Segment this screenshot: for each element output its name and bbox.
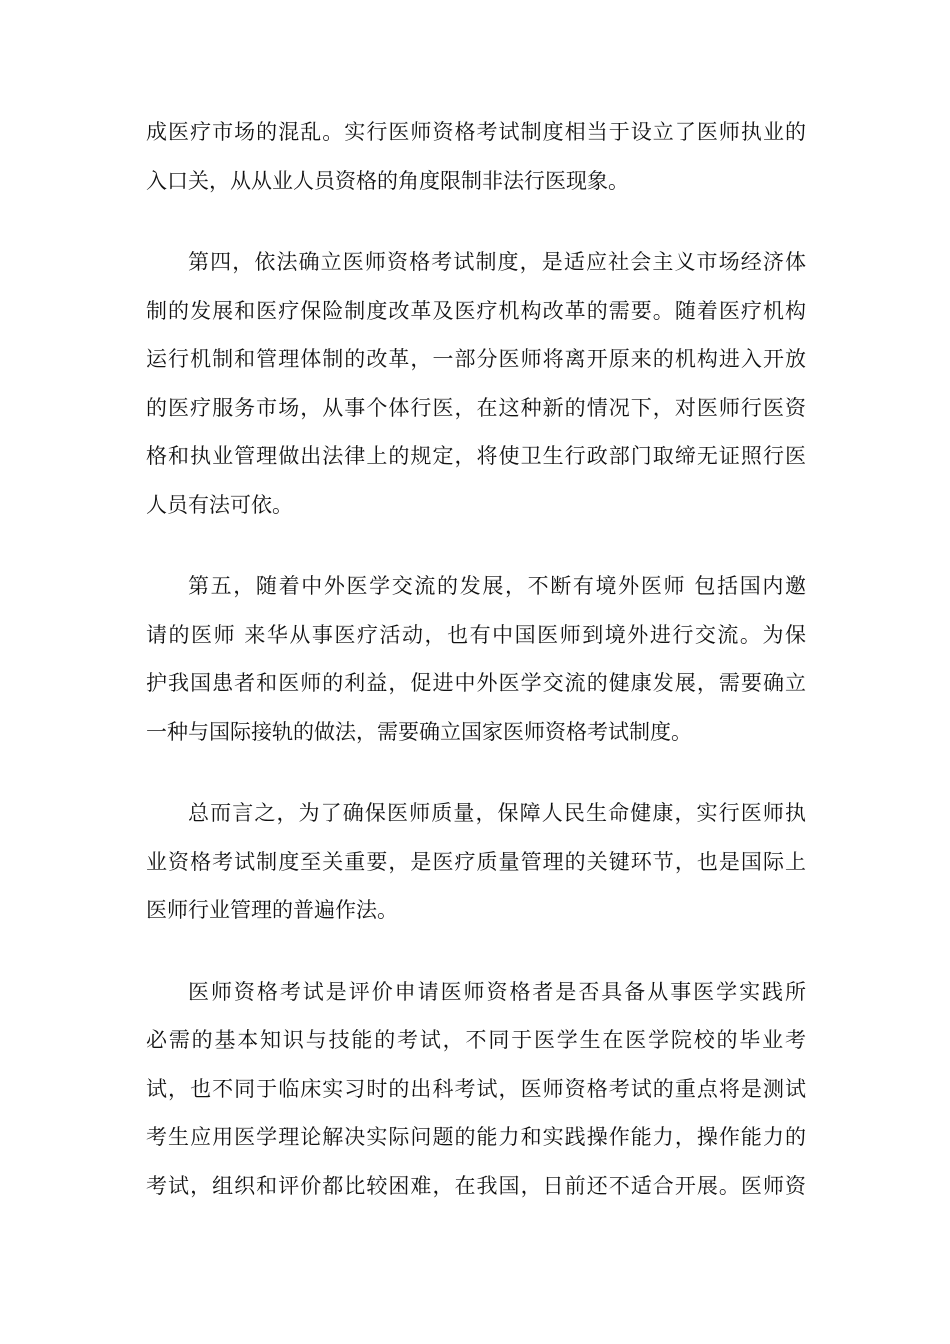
text-line: 一种与国际接轨的做法，需要确立国家医师资格考试制度。 bbox=[146, 719, 692, 744]
text-line: 必需的基本知识与技能的考试，不同于医学生在医学院校的毕业考 bbox=[146, 1028, 806, 1052]
text-line: 运行机制和管理体制的改革，一部分医师将离开原来的机构进入开放 bbox=[146, 347, 806, 371]
text-line: 第五，随着中外医学交流的发展，不断有境外医师 包括国内邀 bbox=[188, 574, 806, 598]
text-line: 考生应用医学理论解决实际问题的能力和实践操作能力，操作能力的 bbox=[146, 1125, 806, 1149]
text-line: 制的发展和医疗保险制度改革及医疗机构改革的需要。随着医疗机构 bbox=[146, 298, 806, 323]
text-line: 总而言之，为了确保医师质量，保障人民生命健康，实行医师执 bbox=[188, 801, 806, 825]
text-line: 医师行业管理的普遍作法。 bbox=[146, 898, 398, 922]
text-line: 医师资格考试是评价申请医师资格者是否具备从事医学实践所 bbox=[188, 979, 806, 1004]
document-body bbox=[146, 108, 806, 1243]
text-line: 人员有法可依。 bbox=[146, 492, 293, 517]
text-line: 的医疗服务市场，从事个体行医，在这种新的情况下，对医师行医资 bbox=[146, 395, 806, 420]
paragraph-3 bbox=[146, 562, 806, 756]
text-line: 第四，依法确立医师资格考试制度，是适应社会主义市场经济体 bbox=[188, 250, 806, 274]
text-line: 格和执业管理做出法律上的规定，将使卫生行政部门取缔无证照行医 bbox=[146, 444, 806, 468]
text-line: 考试，组织和评价都比较困难，在我国，日前还不适合开展。医师资 bbox=[146, 1173, 806, 1198]
paragraph-1 bbox=[146, 108, 806, 205]
text-line: 护我国患者和医师的利益，促进中外医学交流的健康发展，需要确立 bbox=[146, 671, 806, 695]
paragraph-2 bbox=[146, 238, 806, 529]
text-line: 请的医师 来华从事医疗活动，也有中国医师到境外进行交流。为保 bbox=[146, 622, 806, 647]
paragraph-4 bbox=[146, 789, 806, 935]
text-line: 试，也不同于临床实习时的出科考试，医师资格考试的重点将是测试 bbox=[146, 1076, 806, 1101]
text-line: 业资格考试制度至关重要，是医疗质量管理的关键环节，也是国际上 bbox=[146, 849, 806, 874]
paragraph-5 bbox=[146, 968, 806, 1211]
text-line: 入口关，从从业人员资格的角度限制非法行医现象。 bbox=[146, 168, 629, 193]
text-line: 成医疗市场的混乱。实行医师资格考试制度相当于设立了医师执业的 bbox=[146, 120, 806, 144]
